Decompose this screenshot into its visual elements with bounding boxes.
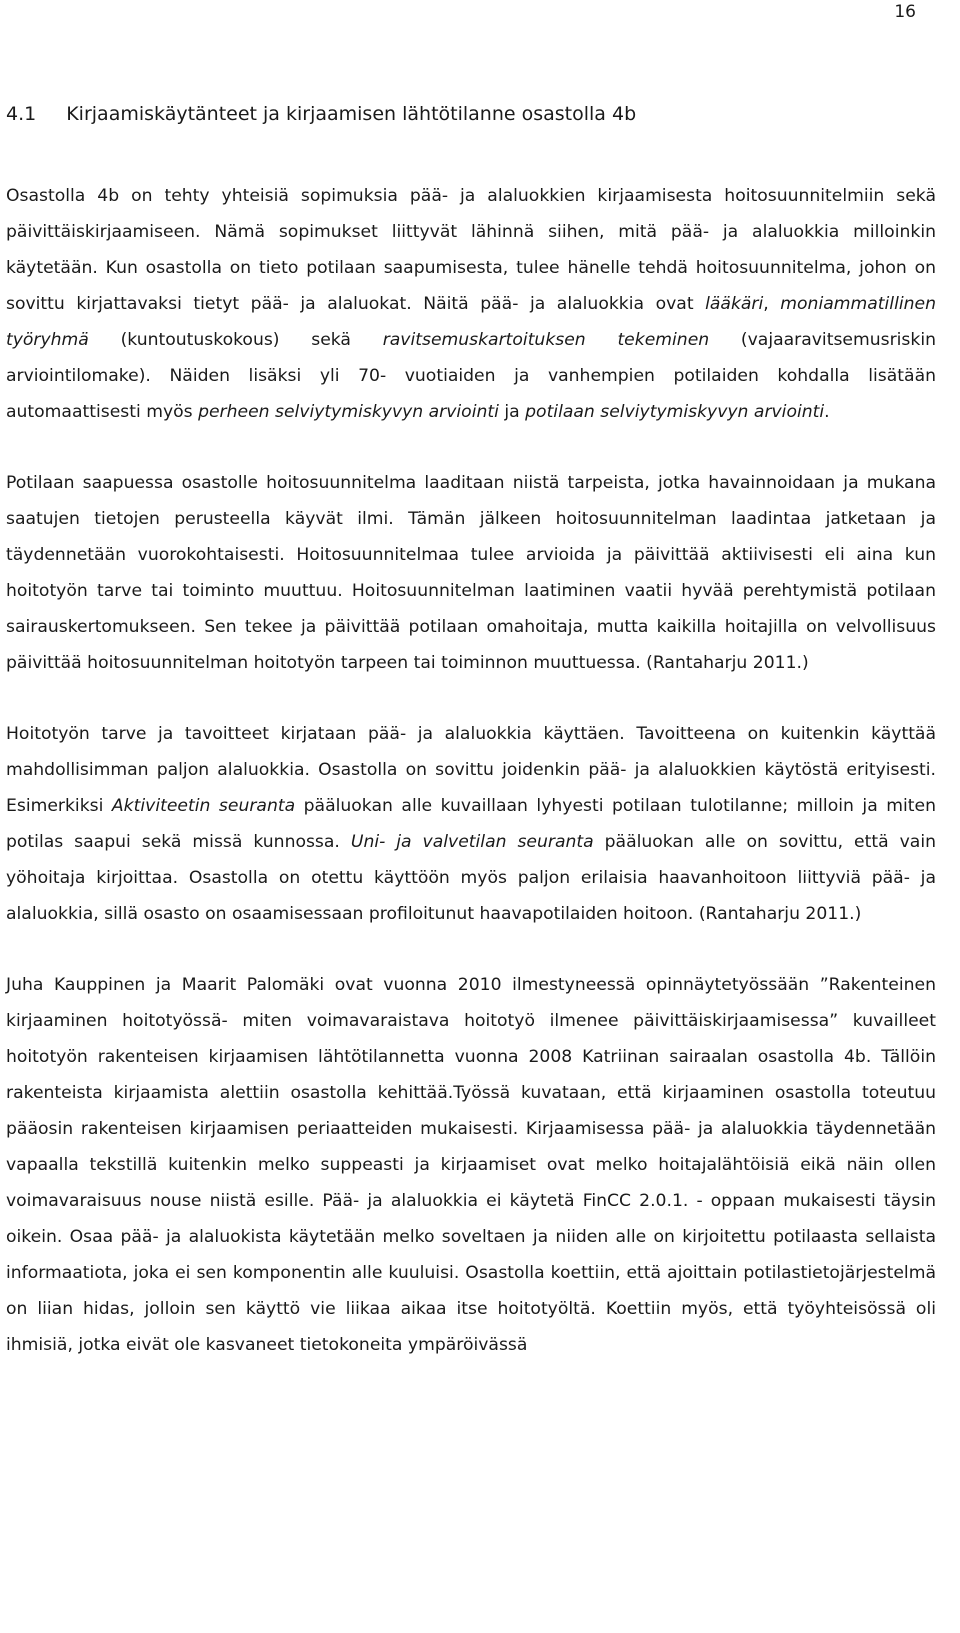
p3-text-c: pääluokan alle on sovittu, että vain yöhoitaja kirjoittaa. Osastolla on otettu käyttöön myös paljon erilaisia haavanhoitoon liittyviä pää- ja alaluokkia, sillä osasto on osaamisessaan profiloitunut haavapotilaiden hoitoon. (Rantaharju 2011.) <box>6 832 936 924</box>
p1-text-e: ja <box>498 402 526 422</box>
p1-italic-term-4: perheen selviytymiskyvyn arviointi <box>198 402 499 422</box>
paragraph-4: Juha Kauppinen ja Maarit Palomäki ovat vuonna 2010 ilmestyneessä opinnäytetyössään ”Rakenteinen kirjaaminen hoitotyössä- miten voimavaraistava hoitotyö ilmenee päivittäiskirjaamisessa” kuvailleet hoitotyön rakenteisen kirjaamisen lähtötilannetta vuonna 2008 Katriinan sairaalan osastolla 4b. Tällöin rakenteista kirjaamista alettiin osastolla kehittää.Työssä kuvataan, että kirjaaminen osastolla toteutuu pääosin rakenteisen kirjaamisen periaatteiden mukaisesti. Kirjaamisessa pää- ja alaluokkia täydennetään vapaalla tekstillä kuitenkin melko suppeasti ja kirjaamiset ovat melko hoitajalähtöisiä eikä näin ollen voimavaraisuus nouse niistä esille. Pää- ja alaluokkia ei käytetä FinCC 2.0.1. - oppaan mukaisesti täysin oikein. Osaa pää- ja alaluokista käytetään melko soveltaen ja niiden alle on kirjoitettu potilaasta sellaista informaatiota, joka ei sen komponentin alle kuuluisi. Osastolla koettiin, että ajoittain potilastietojärjestelmä on liian hidas, jolloin sen käyttö vie liikaa aikaa itse hoitotyöltä. Koettiin myös, että työyhteisössä oli ihmisiä, jotka eivät ole kasvaneet tietokoneita ympäröivässä <box>6 975 936 1355</box>
p1-text-d: (vajaaravitsemusriskin arviointilomake). Näiden lisäksi yli 70- vuotiaiden ja vanhempien potilaiden kohdalla lisätään automaattisesti myös <box>6 330 936 422</box>
section-title: Kirjaamiskäytänteet ja kirjaamisen lähtötilanne osastolla 4b <box>66 103 637 125</box>
page-number: 16 <box>894 2 916 22</box>
p1-italic-term-2: moniammatillinen työryhmä <box>6 294 936 350</box>
p3-text-b: pääluokan alle kuvaillaan lyhyesti potilaan tulotilanne; milloin ja miten potilas saapui sekä missä kunnossa. <box>6 796 936 852</box>
p1-text-a: Osastolla 4b on tehty yhteisiä sopimuksia pää- ja alaluokkien kirjaamisesta hoitosuunnitelmiin sekä päivittäiskirjaamiseen. Nämä sopimukset liittyvät lähinnä siihen, mitä pää- ja alaluokkia milloinkin käytetään. Kun osastolla on tieto potilaan saapumisesta, tulee hänelle tehdä hoitosuunnitelma, johon on sovittu kirjattavaksi tietyt pää- ja alaluokat. Näitä pää- ja alaluokkia ovat <box>6 186 936 314</box>
p1-italic-term-3: ravitsemuskartoituksen tekeminen <box>382 330 710 350</box>
paragraph-2: Potilaan saapuessa osastolle hoitosuunnitelma laaditaan niistä tarpeista, jotka havainnoidaan ja mukana saatujen tietojen perusteella käyvät ilmi. Tämän jälkeen hoitosuunnitelman laadintaa jatketaan ja täydennetään vuorokohtaisesti. Hoitosuunnitelmaa tulee arvioida ja päivittää aktiivisesti eli aina kun hoitotyön tarve tai toiminto muuttuu. Hoitosuunnitelman laatiminen vaatii hyvää perehtymistä potilaan sairauskertomukseen. Sen tekee ja päivittää potilaan omahoitaja, mutta kaikilla hoitajilla on velvollisuus päivittää hoitosuunnitelman hoitotyön tarpeen tai toiminnon muuttuessa. (Rantaharju 2011.) <box>6 473 936 673</box>
section-heading <box>6 102 930 126</box>
paragraph-3 <box>6 716 936 932</box>
p1-text-c: (kuntoutuskokous) sekä <box>88 330 383 350</box>
p3-italic-term-2: Uni- ja valvetilan seuranta <box>350 832 594 852</box>
body-text <box>6 178 936 1398</box>
p3-text-a: Hoitotyön tarve ja tavoitteet kirjataan pää- ja alaluokkia käyttäen. Tavoitteena on kuitenkin käyttää mahdollisimman paljon alaluokkia. Osastolla on sovittu joidenkin pää- ja alaluokkien käytöstä erityisesti. Esimerkiksi <box>6 724 936 816</box>
p1-text-f: . <box>824 402 830 422</box>
p1-text-b: , <box>763 294 781 314</box>
p3-italic-term-1: Aktiviteetin seuranta <box>111 796 296 816</box>
p1-italic-term-5: potilaan selviytymiskyvyn arviointi <box>525 402 825 422</box>
section-number: 4.1 <box>6 103 37 125</box>
p1-italic-term-1: lääkäri <box>705 294 764 314</box>
paragraph-1 <box>6 178 936 430</box>
